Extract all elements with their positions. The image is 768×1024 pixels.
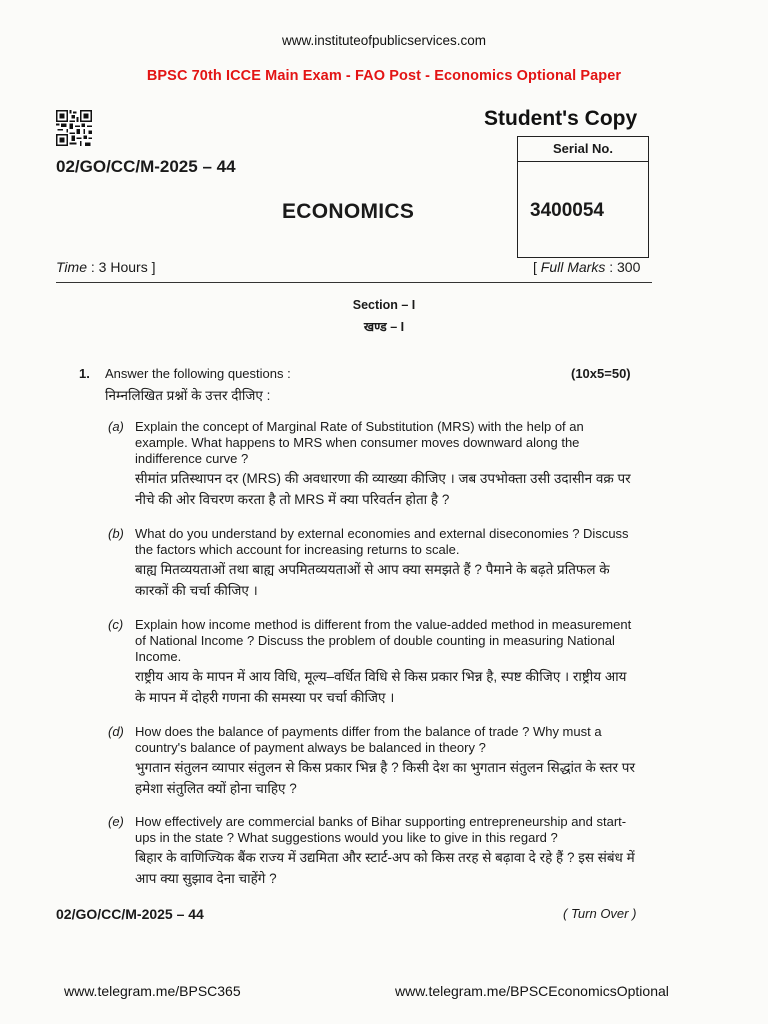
sub-question-letter: (b) <box>108 526 124 541</box>
subject-title: ECONOMICS <box>282 200 415 223</box>
question-number: 1. <box>79 366 90 381</box>
section-title-hindi: खण्ड – I <box>363 320 405 334</box>
section-title-english: Section – I <box>352 298 416 312</box>
sub-question-hindi: भुगतान संतुलन व्यापार संतुलन से किस प्रकार भिन्न है ? किसी देश का भुगतान संतुलन सिद्धांत के स्तर पर हमेशा संतुलित क्यों होना चाहिए ? <box>135 760 635 796</box>
sub-question-letter: (a) <box>108 419 124 434</box>
sub-question-hindi: सीमांत प्रतिस्थापन दर (MRS) की अवधारणा की व्याख्या कीजिए । जब उपभोक्ता उसी उदासीन वक्र पर नीचे की ओर विचरण करता है तो MRS में क्या परिवर्तन होता है ? <box>135 471 631 507</box>
telegram-link-left[interactable]: www.telegram.me/BPSC365 <box>64 983 241 999</box>
telegram-link-right[interactable]: www.telegram.me/BPSCEconomicsOptional <box>395 983 669 999</box>
sub-question-hindi: बिहार के वाणिज्यिक बैंक राज्य में उद्यमिता और स्टार्ट-अप को किस तरह से बढ़ावा दे रहे हैं ? इस संबंध में आप क्या सुझाव देना चाहेंगे ? <box>135 850 635 886</box>
sub-question-letter: (e) <box>108 814 124 829</box>
sub-question-english: How effectively are commercial banks of Bihar supporting entrepreneurship and start-ups in the state ? What suggestions would you like to give in this regard ? <box>135 814 627 845</box>
sub-question-english: Explain how income method is different from the value-added method in measurement of National Income ? Discuss the problem of double counting in measuring National Income. <box>135 617 632 664</box>
header-divider <box>56 282 652 283</box>
qr-code-icon <box>56 110 92 146</box>
site-url-link[interactable]: www.instituteofpublicservices.com <box>281 33 487 48</box>
serial-label: Serial No. <box>518 137 648 162</box>
time-allowed: Time : 3 Hours ] <box>56 259 156 275</box>
question-instruction-hindi: निम्नलिखित प्रश्नों के उत्तर दीजिए : <box>105 388 271 403</box>
footer-paper-code: 02/GO/CC/M-2025 – 44 <box>56 906 204 922</box>
serial-number: 3400054 <box>530 200 604 221</box>
students-copy-label: Student's Copy <box>484 107 638 130</box>
sub-question-english: How does the balance of payments differ from the balance of trade ? Why must a country's balance of payment always be balanced in theory ? <box>135 724 602 755</box>
full-marks: [ Full Marks : 300 <box>533 259 641 275</box>
question-instruction-english: Answer the following questions : <box>105 366 291 381</box>
sub-question-english: Explain the concept of Marginal Rate of Substitution (MRS) with the help of an example. What happens to MRS when consumer moves downward along the indifference curve ? <box>135 419 584 466</box>
exam-title: BPSC 70th ICCE Main Exam - FAO Post - Economics Optional Paper <box>146 68 622 84</box>
paper-code: 02/GO/CC/M-2025 – 44 <box>56 157 236 176</box>
sub-question-hindi: राष्ट्रीय आय के मापन में आय विधि, मूल्य–वर्धित विधि से किस प्रकार भिन्न है, स्पष्ट कीजिए । राष्ट्रीय आय के मापन में दोहरी गणना की समस्या पर चर्चा कीजिए । <box>135 669 627 705</box>
sub-question-hindi: बाह्य मितव्ययताओं तथा बाह्य अपमितव्ययताओं से आप क्या समझते हैं ? पैमाने के बढ़ते प्रतिफल के कारकों की चर्चा कीजिए । <box>135 562 610 598</box>
question-marks: (10x5=50) <box>571 366 631 381</box>
turn-over-label: ( Turn Over ) <box>563 906 637 921</box>
serial-number-box <box>517 136 649 258</box>
sub-question-letter: (d) <box>108 724 124 739</box>
sub-question-letter: (c) <box>108 617 124 632</box>
sub-question-english: What do you understand by external economies and external diseconomies ? Discuss the factors which account for increasing returns to scale. <box>135 526 629 557</box>
